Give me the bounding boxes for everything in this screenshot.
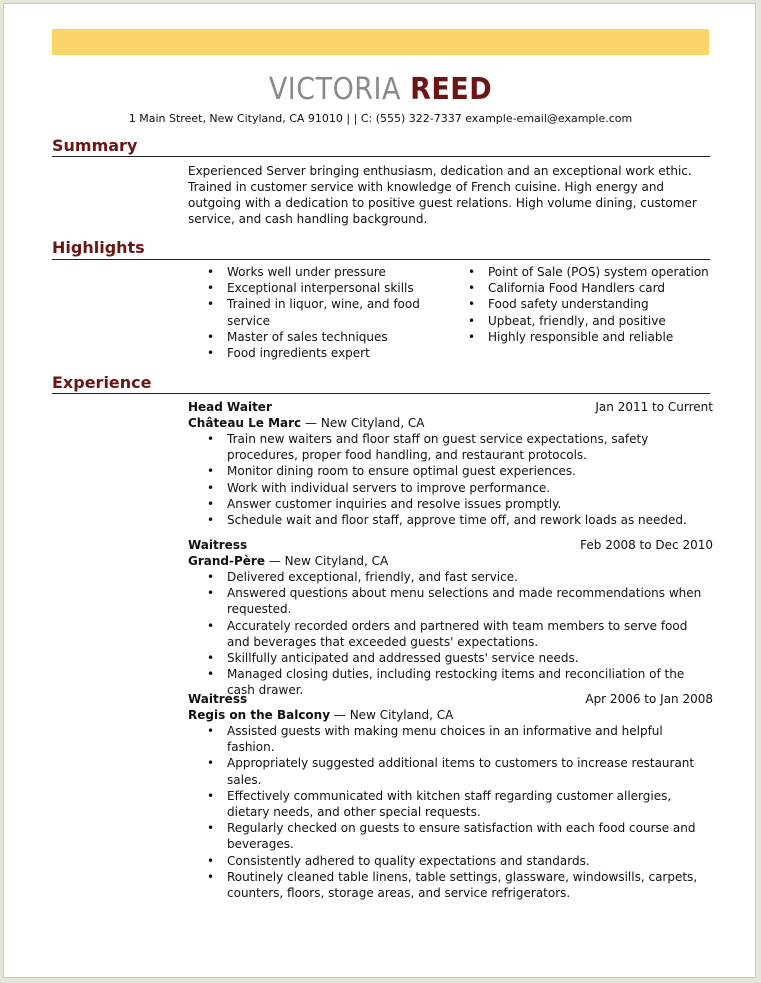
list-item: • Delivered exceptional, friendly, and fast service. bbox=[188, 569, 713, 585]
list-item: • Regularly checked on guests to ensure satisfaction with each food course and beverages. bbox=[188, 820, 713, 852]
job-entry bbox=[188, 691, 713, 901]
job-entry bbox=[188, 537, 713, 699]
job-company-line: Grand-Père — New Cityland, CA bbox=[188, 554, 389, 568]
list-item: • Train new waiters and floor staff on guest service expectations, safety procedures, proper food handling, and restaurant protocols. bbox=[188, 431, 713, 463]
first-name: VICTORIA bbox=[268, 72, 401, 107]
list-item: • Accurately recorded orders and partnered with team members to serve food and beverages that exceeded guests' expectations. bbox=[188, 618, 713, 650]
list-item: • Food ingredients expert bbox=[188, 345, 438, 361]
job-entry bbox=[188, 399, 713, 528]
company-name: Regis on the Balcony bbox=[188, 708, 331, 722]
job-company-line: Château Le Marc — New Cityland, CA bbox=[188, 416, 425, 430]
list-item: • Consistently adhered to quality expectations and standards. bbox=[188, 853, 713, 869]
summary-divider bbox=[52, 156, 710, 157]
list-item: • California Food Handlers card bbox=[449, 280, 714, 296]
highlights-divider bbox=[52, 259, 710, 260]
header-accent-bar bbox=[52, 29, 709, 55]
resume-page bbox=[3, 3, 756, 978]
company-location: New Cityland, CA bbox=[320, 416, 425, 430]
experience-divider bbox=[52, 393, 710, 394]
job-bullets bbox=[188, 723, 713, 901]
job-dates: Feb 2008 to Dec 2010 bbox=[580, 538, 713, 552]
list-item: • Works well under pressure bbox=[188, 264, 438, 280]
list-item: • Highly responsible and reliable bbox=[449, 329, 714, 345]
highlights-heading: Highlights bbox=[52, 238, 145, 257]
list-item: • Answer customer inquiries and resolve issues promptly. bbox=[188, 496, 713, 512]
company-name: Château Le Marc bbox=[188, 416, 302, 430]
summary-text: Experienced Server bringing enthusiasm, dedication and an exceptional work ethic. Trained in customer service with knowledge of French cuisine. High energy and outgoing with a dedication to positive guest relations. High volume dining, customer service, and cash handling background. bbox=[188, 164, 697, 226]
list-item: • Work with individual servers to improve performance. bbox=[188, 480, 713, 496]
job-bullets bbox=[188, 569, 713, 699]
summary-heading: Summary bbox=[52, 136, 138, 155]
list-item: • Point of Sale (POS) system operation bbox=[449, 264, 714, 280]
list-item: • Upbeat, friendly, and positive bbox=[449, 313, 714, 329]
list-item: • Assisted guests with making menu choices in an informative and helpful fashion. bbox=[188, 723, 713, 755]
list-item: • Managed closing duties, including restocking items and reconciliation of the cash drawer. bbox=[188, 666, 713, 698]
list-item: • Skillfully anticipated and addressed guests' service needs. bbox=[188, 650, 713, 666]
list-item: • Exceptional interpersonal skills bbox=[188, 280, 438, 296]
job-company-line: Regis on the Balcony — New Cityland, CA bbox=[188, 708, 454, 722]
job-dates: Jan 2011 to Current bbox=[595, 400, 713, 414]
list-item: • Monitor dining room to ensure optimal guest experiences. bbox=[188, 463, 713, 479]
candidate-name bbox=[4, 70, 757, 110]
highlights-left-list bbox=[188, 264, 438, 361]
list-item: • Appropriately suggested additional items to customers to increase restaurant sales. bbox=[188, 755, 713, 787]
contact-line: 1 Main Street, New Cityland, CA 91010 | | C: (555) 322-7337 example-email@example.com bbox=[128, 112, 633, 125]
company-location: New Cityland, CA bbox=[349, 708, 454, 722]
list-item: • Schedule wait and floor staff, approve time off, and rework loads as needed. bbox=[188, 512, 713, 528]
job-title: Head Waiter bbox=[188, 400, 272, 414]
list-item: • Answered questions about menu selections and made recommendations when requested. bbox=[188, 585, 713, 617]
job-title: Waitress bbox=[188, 538, 248, 552]
experience-heading: Experience bbox=[52, 373, 152, 392]
list-item: • Master of sales techniques bbox=[188, 329, 438, 345]
job-dates: Apr 2006 to Jan 2008 bbox=[585, 692, 713, 706]
job-bullets bbox=[188, 431, 713, 528]
list-item: • Trained in liquor, wine, and food service bbox=[188, 296, 438, 328]
company-location: New Cityland, CA bbox=[284, 554, 389, 568]
list-item: • Effectively communicated with kitchen staff regarding customer allergies, dietary needs, and other special requests. bbox=[188, 788, 713, 820]
highlights-right-list bbox=[449, 264, 714, 345]
list-item: • Food safety understanding bbox=[449, 296, 714, 312]
list-item: • Routinely cleaned table linens, table settings, glassware, windowsills, carpets, counters, floors, storage areas, and service refrigerators. bbox=[188, 869, 713, 901]
job-title: Waitress bbox=[188, 692, 248, 706]
company-name: Grand-Père bbox=[188, 554, 265, 568]
last-name: REED bbox=[410, 72, 493, 107]
